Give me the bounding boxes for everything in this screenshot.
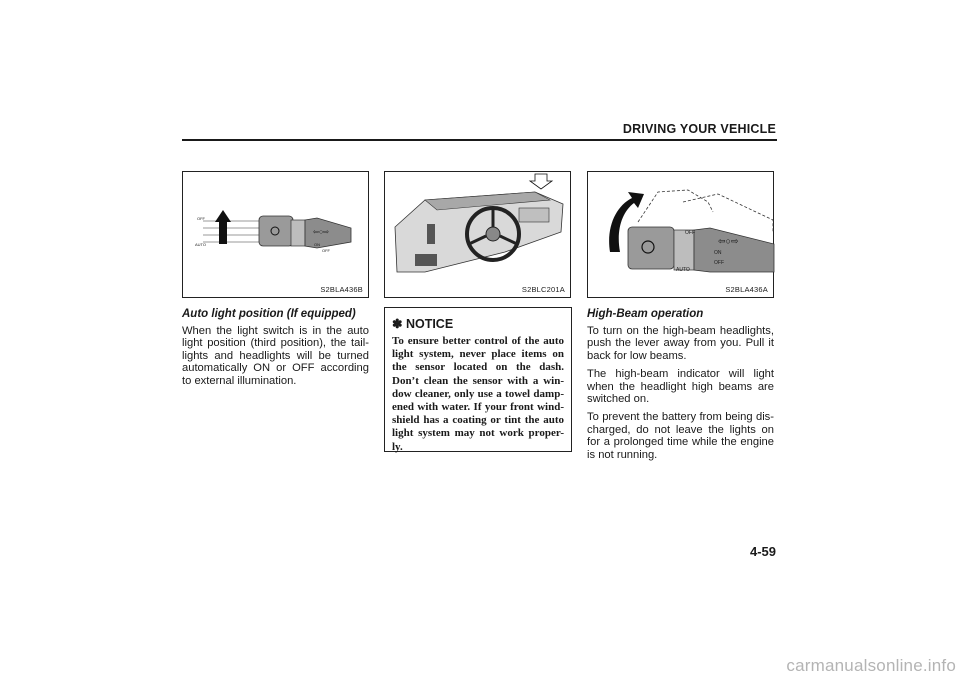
svg-text:⇦○⇨: ⇦○⇨ (718, 236, 739, 246)
notice-box (384, 307, 572, 452)
label-on: ON (714, 250, 722, 256)
auto-light-section (182, 307, 369, 393)
header-title: DRIVING YOUR VEHICLE (622, 122, 776, 136)
high-beam-paragraph: To prevent the battery from being dis-charged, do not leave the lights on for a prolonged time while the engine is not running. (587, 411, 774, 461)
high-beam-section (587, 307, 774, 467)
figure-caption: S2BLA436A (725, 285, 768, 294)
svg-text:⇦○⇨: ⇦○⇨ (313, 229, 329, 236)
high-beam-paragraph: The high-beam indicator will light when the headlight high beams are switched on. (587, 368, 774, 406)
figure-high-beam-lever (587, 171, 774, 298)
header-rule (182, 139, 777, 141)
auto-light-title: Auto light position (If equipped) (182, 308, 356, 320)
label-auto: AUTO (195, 242, 207, 247)
dashboard-illustration (385, 172, 572, 299)
label-off-2: OFF (714, 260, 724, 266)
light-switch-lever-illustration (183, 172, 370, 299)
watermark: carmanualsonline.info (786, 656, 956, 675)
figure-auto-light-switch (182, 171, 369, 298)
figure-caption: S2BLA436B (320, 285, 363, 294)
notice-title: ✽ NOTICE (392, 317, 454, 331)
figure-caption: S2BLC201A (521, 285, 565, 294)
figure-dashboard-sensor (384, 171, 571, 298)
label-auto: AUTO (676, 267, 690, 273)
page-number: 4-59 (749, 544, 776, 559)
high-beam-paragraph: To turn on the high-beam headlights, push the lever away from you. Pull it back for low beams. (587, 325, 774, 362)
high-beam-lever-illustration (588, 172, 775, 299)
label-off: OFF (685, 230, 695, 236)
high-beam-title: High-Beam operation (587, 308, 704, 320)
label-off: OFF (197, 216, 205, 221)
label-on: ON (314, 242, 320, 247)
auto-light-text: When the light switch is in the auto light position (third position), the tail-lights and headlights will be turned automatically ON or OFF according to external illumination. (182, 325, 369, 387)
notice-text: To ensure better control of the auto light system, never place items on the sensor located on the dash. Don’t clean the sensor with a win-dow cleaner, only use a towel damp-ened with water. If your front wind-shield has a coating or tint the auto light system may not work proper-ly. (392, 335, 564, 453)
label-off-2: OFF (322, 248, 330, 253)
